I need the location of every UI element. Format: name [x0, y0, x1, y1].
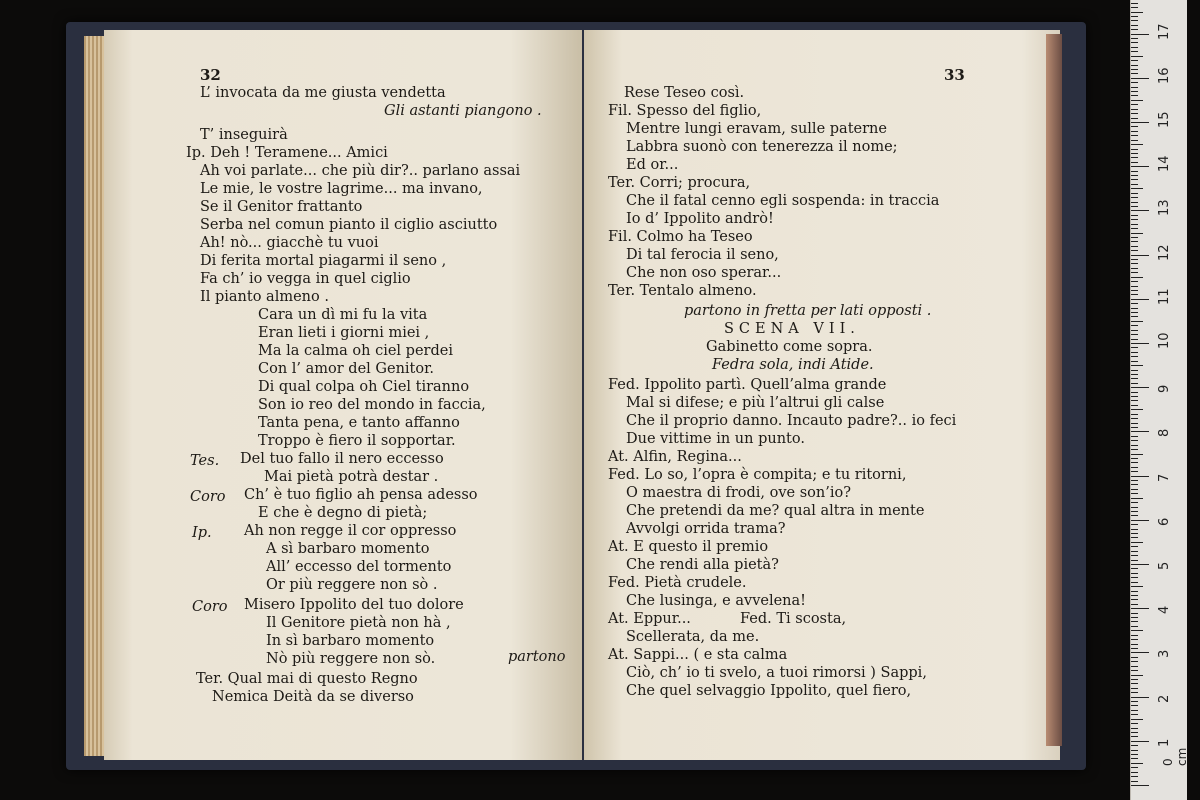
- ruler-tick: [1131, 179, 1138, 180]
- ruler-tick: [1131, 78, 1149, 79]
- ruler-tick: [1131, 281, 1138, 282]
- ruler-tick: [1131, 498, 1143, 499]
- ruler-tick: [1131, 135, 1138, 136]
- ruler-tick: [1131, 595, 1138, 596]
- ruler-tick: [1131, 582, 1138, 583]
- ruler-tick: [1131, 675, 1143, 676]
- ruler-tick: [1131, 215, 1138, 216]
- ruler-tick: [1131, 356, 1138, 357]
- ruler-tick: [1131, 197, 1138, 198]
- ruler-tick: [1131, 546, 1138, 547]
- ruler-tick: [1131, 144, 1143, 145]
- text-line: Nemica Deità da se diverso: [212, 689, 414, 705]
- ruler-tick: [1131, 772, 1138, 773]
- text-line: Fed. Pietà crudele.: [608, 575, 747, 591]
- speaker-label: Coro: [190, 489, 226, 505]
- text-line: Ciò, ch’ io ti svelo, a tuoi rimorsi ) Sappi,: [626, 665, 927, 681]
- ruler-tick: [1131, 268, 1138, 269]
- ruler-tick: [1131, 25, 1138, 26]
- ruler-tick: [1131, 104, 1138, 105]
- ruler-number: 16: [1157, 67, 1172, 84]
- text-line: Fa ch’ io vegga in quel ciglio: [200, 271, 411, 287]
- text-line: Ed or...: [626, 157, 679, 173]
- verse-line: Del tuo fallo il nero eccesso: [240, 451, 444, 467]
- ruler-tick: [1131, 352, 1138, 353]
- verse-line: Con l’ amor del Genitor.: [258, 361, 435, 377]
- ruler-number: 2: [1157, 694, 1172, 703]
- ruler-number: 8: [1157, 429, 1172, 438]
- ruler-tick: [1131, 449, 1138, 450]
- ruler-tick: [1131, 758, 1138, 759]
- page-edge-shadow: [1046, 34, 1062, 746]
- ruler-number: 10: [1157, 332, 1172, 349]
- ruler-tick: [1131, 365, 1143, 366]
- text-line: At. Sappi... ( e sta calma: [608, 647, 788, 663]
- ruler-tick: [1131, 210, 1149, 211]
- ruler-tick: [1131, 241, 1138, 242]
- page-number: 33: [944, 66, 965, 84]
- ruler-tick: [1131, 361, 1138, 362]
- ruler-tick: [1131, 644, 1138, 645]
- ruler-tick: [1131, 29, 1138, 30]
- ruler-number: 17: [1157, 23, 1172, 40]
- ruler-tick: [1131, 679, 1138, 680]
- text-line: Ter. Tentalo almeno.: [608, 283, 757, 299]
- text-line: Io d’ Ippolito andrò!: [626, 211, 774, 227]
- ruler-tick: [1131, 635, 1138, 636]
- text-line: Che pretendi da me? qual altra in mente: [626, 503, 925, 519]
- ruler-tick: [1131, 334, 1138, 335]
- ruler-tick: [1131, 16, 1138, 17]
- text-line: Ter. Qual mai di questo Regno: [196, 671, 418, 687]
- ruler-tick: [1131, 100, 1143, 101]
- left-page: [104, 30, 582, 760]
- ruler-tick: [1131, 60, 1138, 61]
- verse-line: Eran lieti i giorni miei ,: [258, 325, 430, 341]
- ruler-tick: [1131, 330, 1138, 331]
- text-line: Mentre lungi eravam, sulle paterne: [626, 121, 887, 137]
- ruler-tick: [1131, 626, 1138, 627]
- ruler-tick: [1131, 51, 1138, 52]
- ruler-tick: [1131, 785, 1149, 786]
- verse-line: Ah non regge il cor oppresso: [244, 523, 457, 539]
- ruler-tick: [1131, 162, 1138, 163]
- ruler-tick: [1131, 617, 1138, 618]
- verse-line: Misero Ippolito del tuo dolore: [244, 597, 464, 613]
- ruler-tick: [1131, 529, 1138, 530]
- text-line: L’ invocata da me giusta vendetta: [200, 85, 446, 101]
- ruler-tick: [1131, 339, 1138, 340]
- text-line: Che il proprio danno. Incauto padre?.. io feci: [626, 413, 957, 429]
- verse-line: Troppo è fiero il sopportar.: [258, 433, 456, 449]
- ruler-tick: [1131, 613, 1138, 614]
- ruler-tick: [1131, 471, 1138, 472]
- ruler-tick: [1131, 648, 1138, 649]
- ruler-tick: [1131, 91, 1138, 92]
- verse-line: Son io reo del mondo in faccia,: [258, 397, 486, 413]
- ruler-tick: [1131, 166, 1149, 167]
- ruler-tick: [1131, 157, 1138, 158]
- ruler-tick: [1131, 246, 1138, 247]
- scene-setting: Gabinetto come sopra.: [706, 339, 873, 355]
- text-line: Avvolgi orrida trama?: [626, 521, 786, 537]
- ruler-tick: [1131, 387, 1149, 388]
- speaker-label: Ip.: [192, 525, 212, 541]
- ruler-tick: [1131, 47, 1138, 48]
- ruler-tick: [1131, 781, 1138, 782]
- ruler-tick: [1131, 427, 1138, 428]
- text-line: Di tal ferocia il seno,: [626, 247, 779, 263]
- ruler-tick: [1131, 458, 1138, 459]
- ruler-tick: [1131, 219, 1138, 220]
- text-line: At. Eppur...: [608, 611, 691, 627]
- text-line: Scellerata, da me.: [626, 629, 760, 645]
- ruler-tick: [1131, 657, 1138, 658]
- verse-line: All’ eccesso del tormento: [266, 559, 452, 575]
- ruler-tick: [1131, 639, 1138, 640]
- ruler-number: 7: [1157, 473, 1172, 482]
- text-line: Rese Teseo così.: [624, 85, 745, 101]
- ruler-tick: [1131, 591, 1138, 592]
- ruler-tick: [1131, 515, 1138, 516]
- verse-line: E che è degno di pietà;: [258, 505, 428, 521]
- ruler-tick: [1131, 113, 1138, 114]
- ruler-tick: [1131, 630, 1143, 631]
- ruler-tick: [1131, 732, 1138, 733]
- ruler-tick: [1131, 193, 1138, 194]
- right-page: [584, 30, 1060, 760]
- ruler-tick: [1131, 396, 1138, 397]
- ruler-number: 1: [1157, 738, 1172, 747]
- ruler-tick: [1131, 533, 1138, 534]
- text-line: Ip. Deh ! Teramene... Amici: [186, 145, 388, 161]
- ruler-tick: [1131, 122, 1149, 123]
- ruler-tick: [1131, 7, 1138, 8]
- ruler-tick: [1131, 3, 1138, 4]
- verse-line: Mai pietà potrà destar .: [264, 469, 439, 485]
- ruler-tick: [1131, 237, 1138, 238]
- ruler-tick: [1131, 741, 1149, 742]
- ruler-tick: [1131, 754, 1138, 755]
- ruler-number: 4: [1157, 605, 1172, 615]
- text-line: Che quel selvaggio Ippolito, quel fiero,: [626, 683, 912, 699]
- text-line: At. E questo il premio: [608, 539, 769, 555]
- ruler-tick: [1131, 418, 1138, 419]
- ruler-tick: [1131, 462, 1138, 463]
- text-line: Il pianto almeno .: [200, 289, 329, 305]
- ruler-tick: [1131, 537, 1138, 538]
- ruler-tick: [1131, 308, 1138, 309]
- text-line: O maestra di frodi, ove son’io?: [626, 485, 851, 501]
- ruler-number: 9: [1157, 384, 1172, 394]
- ruler-number: 13: [1157, 199, 1172, 217]
- ruler-tick: [1131, 431, 1149, 432]
- ruler-tick: [1131, 126, 1138, 127]
- ruler-tick: [1131, 493, 1138, 494]
- ruler-tick: [1131, 560, 1138, 561]
- ruler-tick: [1131, 140, 1138, 141]
- text-line: T’ inseguirà: [200, 127, 288, 143]
- ruler-tick: [1131, 286, 1138, 287]
- page-number: 32: [200, 66, 221, 84]
- text-line: Se il Genitor frattanto: [200, 199, 363, 215]
- ruler-tick: [1131, 454, 1143, 455]
- ruler-tick: [1131, 95, 1138, 96]
- ruler-tick: [1131, 564, 1149, 565]
- verse-line: Cara un dì mi fu la vita: [258, 307, 428, 323]
- ruler-tick: [1131, 608, 1149, 609]
- ruler-tick: [1131, 294, 1138, 295]
- ruler-tick: [1131, 171, 1138, 172]
- ruler-unit-label: 0 cm: [1161, 747, 1189, 766]
- ruler-tick: [1131, 34, 1149, 35]
- text-line: Che il fatal cenno egli sospenda: in traccia: [626, 193, 940, 209]
- ruler-tick: [1131, 577, 1138, 578]
- verse-line: In sì barbaro momento: [266, 633, 435, 649]
- ruler-tick: [1131, 188, 1143, 189]
- ruler-tick: [1131, 723, 1138, 724]
- ruler-tick: [1131, 206, 1138, 207]
- ruler-tick: [1131, 405, 1138, 406]
- ruler-tick: [1131, 42, 1138, 43]
- stage-direction: Gli astanti piangono .: [384, 103, 542, 119]
- stage-direction: partono in fretta per lati opposti .: [684, 303, 932, 319]
- ruler-tick: [1131, 573, 1138, 574]
- ruler-tick: [1131, 502, 1138, 503]
- ruler-tick: [1131, 374, 1138, 375]
- ruler-tick: [1131, 109, 1138, 110]
- ruler-tick: [1131, 555, 1138, 556]
- ruler-tick: [1131, 69, 1138, 70]
- text-line: Che lusinga, e avvelena!: [626, 593, 806, 609]
- text-line: Due vittime in un punto.: [626, 431, 805, 447]
- text-line: Fed. Ti scosta,: [740, 611, 847, 627]
- ruler-tick: [1131, 705, 1138, 706]
- ruler-tick: [1131, 259, 1138, 260]
- text-line: At. Alfin, Regina...: [608, 449, 742, 465]
- ruler-tick: [1131, 445, 1138, 446]
- verse-line: Di qual colpa oh Ciel tiranno: [258, 379, 470, 395]
- ruler-tick: [1131, 489, 1138, 490]
- ruler-number: 11: [1157, 288, 1172, 305]
- ruler-tick: [1131, 272, 1138, 273]
- ruler-number: 15: [1157, 111, 1172, 128]
- ruler-number: 5: [1157, 561, 1172, 570]
- ruler-tick: [1131, 688, 1138, 689]
- ruler-tick: [1131, 736, 1138, 737]
- ruler-tick: [1131, 184, 1138, 185]
- verse-line: Il Genitore pietà non hà ,: [266, 615, 451, 631]
- ruler-tick: [1131, 440, 1138, 441]
- ruler-tick: [1131, 701, 1138, 702]
- ruler-tick: [1131, 118, 1138, 119]
- ruler-tick: [1131, 697, 1149, 698]
- ruler-tick: [1131, 652, 1149, 653]
- ruler-tick: [1131, 316, 1138, 317]
- ruler-tick: [1131, 343, 1149, 344]
- text-line: Che non oso sperar...: [626, 265, 782, 281]
- stage-direction: Fedra sola, indi Atide.: [712, 357, 874, 373]
- text-line: Labbra suonò con tenerezza il nome;: [626, 139, 898, 155]
- verse-line: Tanta pena, e tanto affanno: [258, 415, 460, 431]
- ruler-tick: [1131, 255, 1149, 256]
- ruler-tick: [1131, 692, 1138, 693]
- text-line: Fed. Lo so, l’opra è compita; e tu ritorni,: [608, 467, 907, 483]
- ruler-tick: [1131, 38, 1138, 39]
- ruler-tick: [1131, 551, 1138, 552]
- ruler-tick: [1131, 511, 1138, 512]
- ruler-number: 3: [1157, 650, 1172, 659]
- text-line: Fil. Colmo ha Teseo: [608, 229, 753, 245]
- text-line: Fil. Spesso del figlio,: [608, 103, 762, 119]
- ruler-tick: [1131, 507, 1138, 508]
- ruler-tick: [1131, 586, 1143, 587]
- text-line: Di ferita mortal piagarmi il seno ,: [200, 253, 447, 269]
- text-line: Ah! nò... giacchè tu vuoi: [200, 235, 379, 251]
- ruler-number: 12: [1157, 244, 1172, 261]
- ruler-tick: [1131, 670, 1138, 671]
- ruler-tick: [1131, 599, 1138, 600]
- ruler-tick: [1131, 321, 1143, 322]
- ruler-number: 14: [1157, 155, 1172, 173]
- ruler-tick: [1131, 604, 1138, 605]
- ruler-tick: [1131, 263, 1138, 264]
- ruler-tick: [1131, 423, 1138, 424]
- ruler-tick: [1131, 666, 1138, 667]
- text-line: Ter. Corri; procura,: [608, 175, 751, 191]
- ruler-tick: [1131, 436, 1138, 437]
- text-line: Serba nel comun pianto il ciglio asciutto: [200, 217, 498, 233]
- verse-line: Or più reggere non sò .: [266, 577, 438, 593]
- ruler-tick: [1131, 476, 1149, 477]
- ruler-tick: [1131, 73, 1138, 74]
- ruler-tick: [1131, 683, 1138, 684]
- ruler-tick: [1131, 621, 1138, 622]
- ruler-tick: [1131, 20, 1138, 21]
- speaker-label: Tes.: [190, 453, 220, 469]
- verse-line: Ch’ è tuo figlio ah pensa adesso: [244, 487, 478, 503]
- ruler-tick: [1131, 763, 1143, 764]
- ruler-tick: [1131, 277, 1143, 278]
- ruler-tick: [1131, 175, 1138, 176]
- ruler-tick: [1131, 56, 1143, 57]
- ruler-tick: [1131, 661, 1138, 662]
- ruler-tick: [1131, 370, 1138, 371]
- ruler-tick: [1131, 728, 1138, 729]
- ruler-tick: [1131, 65, 1138, 66]
- ruler-tick: [1131, 149, 1138, 150]
- ruler-tick: [1131, 467, 1138, 468]
- ruler-tick: [1131, 710, 1138, 711]
- ruler-tick: [1131, 542, 1143, 543]
- measurement-ruler: [1130, 0, 1187, 800]
- ruler-tick: [1131, 233, 1143, 234]
- ruler-tick: [1131, 776, 1138, 777]
- ruler-tick: [1131, 400, 1138, 401]
- ruler-tick: [1131, 484, 1138, 485]
- ruler-tick: [1131, 12, 1143, 13]
- ruler-tick: [1131, 719, 1143, 720]
- verse-line: Nò più reggere non sò.: [266, 651, 436, 667]
- text-line: Ah voi parlate... che più dir?.. parlano assai: [200, 163, 521, 179]
- ruler-tick: [1131, 312, 1138, 313]
- ruler-tick: [1131, 745, 1138, 746]
- text-line: Che rendi alla pietà?: [626, 557, 779, 573]
- ruler-tick: [1131, 202, 1138, 203]
- verse-line: A sì barbaro momento: [266, 541, 430, 557]
- ruler-tick: [1131, 303, 1138, 304]
- ruler-tick: [1131, 414, 1138, 415]
- speaker-label: Coro: [192, 599, 228, 615]
- ruler-tick: [1131, 224, 1138, 225]
- ruler-tick: [1131, 409, 1143, 410]
- ruler-tick: [1131, 290, 1138, 291]
- ruler-tick: [1131, 383, 1138, 384]
- ruler-tick: [1131, 347, 1138, 348]
- scene-heading: SCENA VII.: [724, 321, 860, 337]
- stage-direction: partono: [508, 649, 566, 665]
- text-line: Mal si difese; e più l’altrui gli calse: [626, 395, 885, 411]
- verse-line: Ma la calma oh ciel perdei: [258, 343, 453, 359]
- ruler-tick: [1131, 392, 1138, 393]
- ruler-tick: [1131, 153, 1138, 154]
- text-line: Le mie, le vostre lagrime... ma invano,: [200, 181, 483, 197]
- ruler-tick: [1131, 480, 1138, 481]
- ruler-tick: [1131, 82, 1138, 83]
- ruler-tick: [1131, 524, 1138, 525]
- ruler-tick: [1131, 250, 1138, 251]
- ruler-number: 6: [1157, 517, 1172, 526]
- ruler-tick: [1131, 714, 1138, 715]
- ruler-tick: [1131, 299, 1149, 300]
- ruler-tick: [1131, 568, 1138, 569]
- text-line: Fed. Ippolito partì. Quell’alma grande: [608, 377, 887, 393]
- ruler-tick: [1131, 378, 1138, 379]
- ruler-tick: [1131, 750, 1138, 751]
- ruler-tick: [1131, 520, 1149, 521]
- ruler-tick: [1131, 767, 1138, 768]
- ruler-tick: [1131, 131, 1138, 132]
- ruler-tick: [1131, 87, 1138, 88]
- ruler-tick: [1131, 325, 1138, 326]
- ruler-tick: [1131, 228, 1138, 229]
